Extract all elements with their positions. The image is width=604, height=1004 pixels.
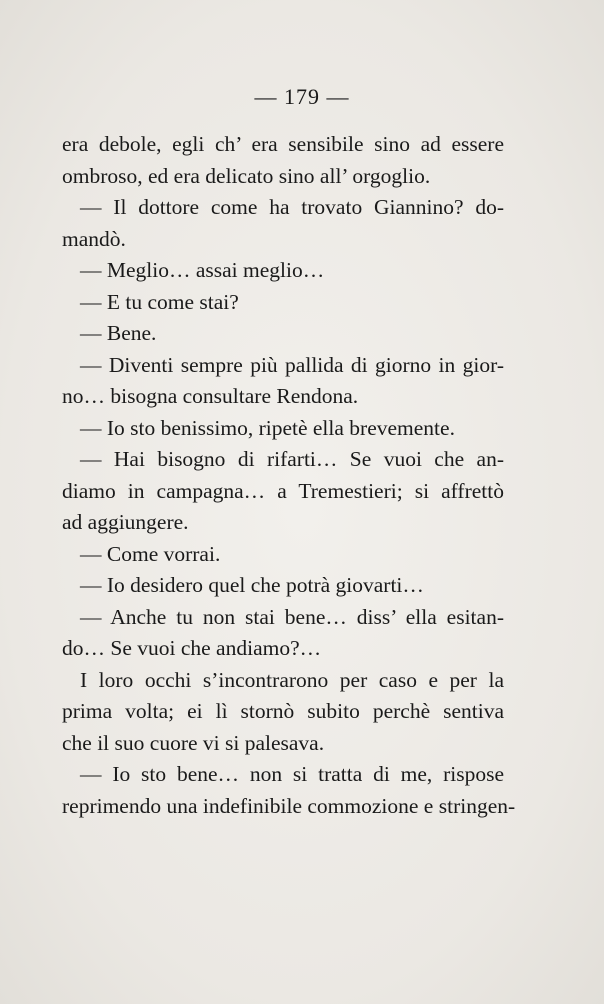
text-line: — Bene.: [80, 321, 157, 345]
text-line: prima volta; ei lì stornò subito perchè sentiva: [62, 699, 504, 723]
text-line: — Come vorrai.: [80, 541, 221, 566]
text-line: do… Se vuoi che andiamo?…: [62, 636, 322, 660]
text-line: era debole, egli ch’ era sensibile sino ad essere: [62, 132, 504, 156]
text-line: ombroso, ed era delicato sino all’ orgoglio.: [62, 163, 431, 188]
text-line: mandò.: [62, 226, 126, 251]
text-line: — Anche tu non stai bene… diss’ ella esitan-: [80, 604, 504, 629]
text-line: diamo in campagna… a Tremestieri; si affrettò: [62, 478, 504, 503]
page-number: — 179 —: [254, 84, 350, 109]
text-line: — Io sto bene… non si tratta di me, rispose: [80, 762, 504, 786]
text-line: — Meglio… assai meglio…: [80, 258, 325, 282]
text-line: ad aggiungere.: [62, 510, 189, 534]
text-line: no… bisogna consultare Rendona.: [62, 384, 359, 408]
text-line: — Io desidero quel che potrà giovarti…: [80, 573, 424, 597]
text-line: — Diventi sempre più pallida di giorno in gior-: [80, 352, 504, 377]
text-line: — E tu come stai?: [80, 289, 239, 314]
text-line: che il suo cuore vi si palesava.: [62, 730, 325, 755]
text-line: — Il dottore come ha trovato Giannino? do-: [80, 195, 504, 219]
text-line: reprimendo una indefinibile commozione e stringen-: [62, 793, 516, 818]
text-line: — Hai bisogno di rifarti… Se vuoi che an-: [80, 447, 504, 471]
text-line: — Io sto benissimo, ripetè ella brevemente.: [80, 415, 455, 440]
text-line: I loro occhi s’incontrarono per caso e per la: [80, 667, 504, 692]
